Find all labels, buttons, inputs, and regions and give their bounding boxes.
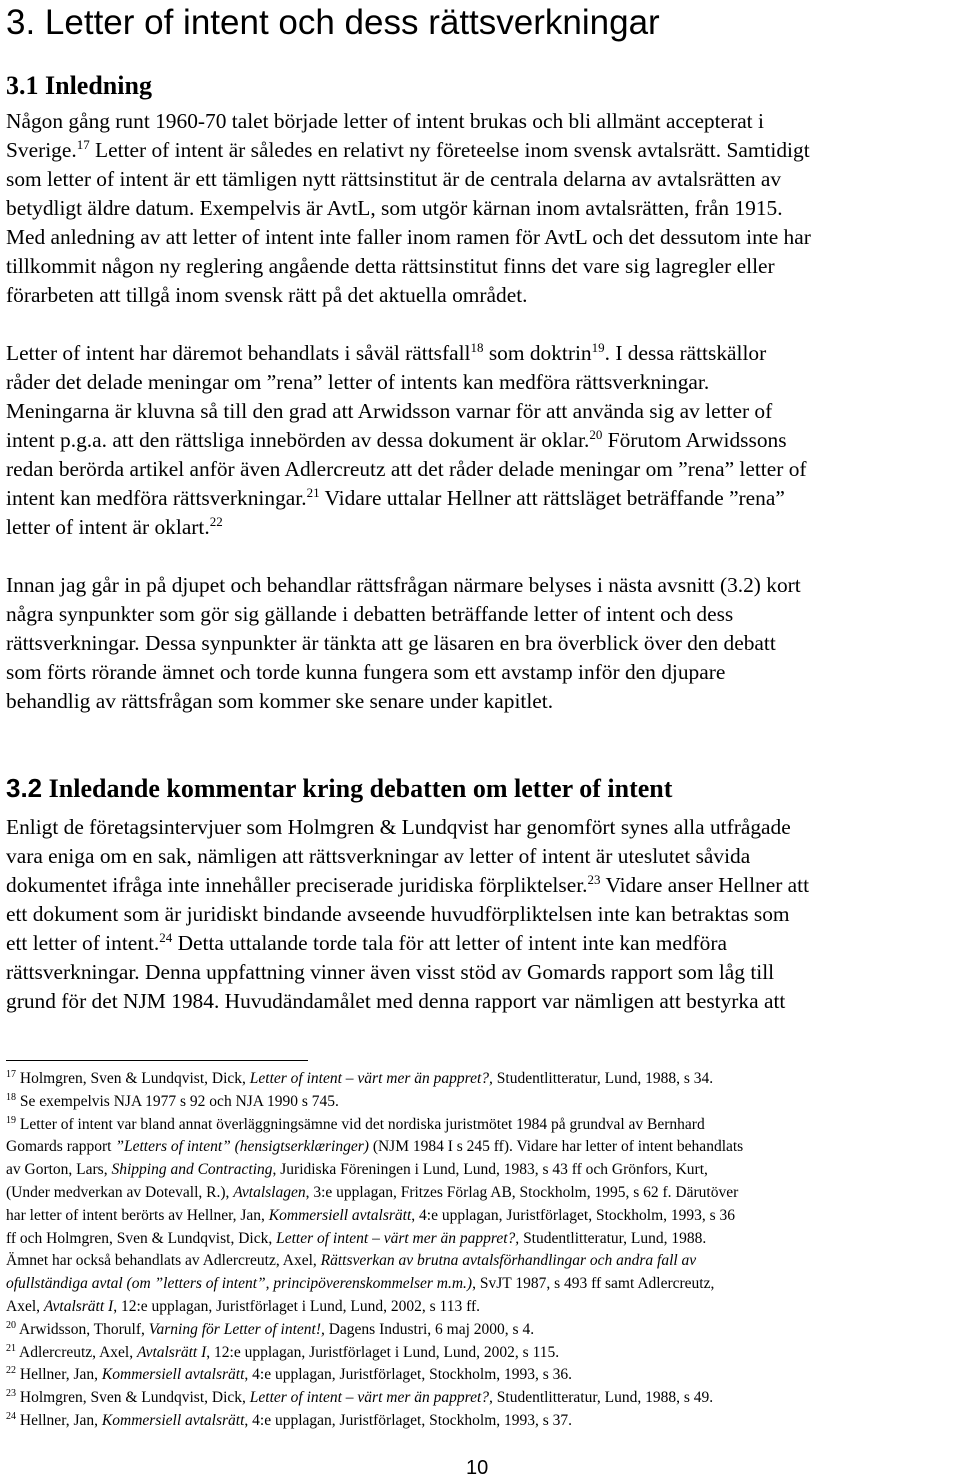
footnote-ref-21[interactable]: 21 bbox=[306, 485, 320, 500]
paragraph-kommentar-1 bbox=[6, 813, 954, 1016]
text-line: intent kan medföra rättsverkningar.$^{21}$ Vidare uttalar Hellner att rättsläget beträffande ”rena” bbox=[6, 485, 785, 510]
footnote-ref-22[interactable]: 22 bbox=[209, 514, 223, 529]
text-line: förarbeten att tillgå inom svensk rätt på det aktuella området. bbox=[6, 283, 528, 307]
text-line: rättsverkningar. Dessa synpunkter är tänkta att ge läsaren en bra överblick över den debatt bbox=[6, 631, 776, 655]
footnote-ref-20[interactable]: 20 bbox=[589, 427, 603, 442]
text-line: Någon gång runt 1960-70 talet började letter of intent brukas och bli allmänt accepterat i bbox=[6, 109, 764, 133]
footnote-22: $^{22}$ Hellner, Jan, Kommersiell avtalsrätt, 4:e upplagan, Juristförlaget, Stockholm, 1993, s 36. bbox=[6, 1365, 573, 1384]
text-line: som letter of intent är ett tämligen nytt rättsinstitut är de centrala delarna av avtalsrätten av bbox=[6, 167, 782, 191]
footnote-ref-18[interactable]: 18 bbox=[470, 340, 484, 355]
text-line: redan berörda artikel anför även Adlercreutz att det råder delade meningar om ”rena” letter of bbox=[6, 457, 807, 481]
text-line: grund för det NJM 1984. Huvudändamålet med denna rapport var nämligen att bestyrka att bbox=[6, 989, 786, 1013]
text-line: ett letter of intent.$^{24}$ Detta uttalande torde tala för att letter of intent inte kan medföra bbox=[6, 930, 727, 955]
footnote-19-cont: Ämnet har också behandlats av Adlercreutz, Axel, Rättsverkan av brutna avtalsförhandlingar och andra fall av bbox=[6, 1252, 697, 1270]
text-line: Enligt de företagsintervjuer som Holmgren & Lundqvist har genomfört synes alla utfrågade bbox=[6, 815, 791, 839]
footnote-19-cont: Axel, Avtalsrätt I, 12:e upplagan, Juristförlaget i Lund, Lund, 2002, s 113 ff. bbox=[6, 1297, 480, 1315]
text-line: tillkommit någon ny reglering angående detta rättsinstitut finns det vare sig lagregler eller bbox=[6, 254, 775, 278]
text-line: rättsverkningar. Denna uppfattning vinner även visst stöd av Gomards rapport som låg till bbox=[6, 960, 775, 984]
section-title: Inledande kommentar kring debatten om letter of intent bbox=[42, 774, 673, 803]
text-line: råder det delade meningar om ”rena” letter of intents kan medföra rättsverkningar. bbox=[6, 370, 710, 394]
footnote-19-cont: ff och Holmgren, Sven & Lundqvist, Dick, Letter of intent – värt mer än pappret?, Studentlitteratur, Lund, 1988. bbox=[6, 1229, 707, 1247]
text-line: Med anledning av att letter of intent inte faller inom ramen för AvtL och det dessutom inte har bbox=[6, 225, 811, 249]
text-line: dokumentet ifråga inte innehåller preciserade juridiska förpliktelser.$^{23}$ Vidare anser Hellner att bbox=[6, 872, 810, 897]
text-line: intent p.g.a. att den rättsliga innebörden av dessa dokument är oklar.$^{20}$ Förutom Arwidssons bbox=[6, 427, 787, 452]
footnote-divider bbox=[6, 1060, 308, 1061]
text-line: behandlig av rättsfrågan som kommer ske senare under kapitlet. bbox=[6, 689, 554, 713]
text-line: Sverige.$^{17}$ Letter of intent är således en relativt ny företeelse inom svensk avtalsrätt. Samtidigt bbox=[6, 137, 810, 162]
text-line: betydligt äldre datum. Exempelvis är AvtL, som utgör kärnan inom avtalsrätten, från 1915. bbox=[6, 196, 783, 220]
footnote-ref-17[interactable]: 17 bbox=[76, 137, 90, 152]
footnote-19: $^{19}$ Letter of intent var bland annat överläggningsämne vid det nordiska juristmötet 1984 på grundval av Bernhard bbox=[6, 1114, 705, 1133]
text-line: som förts rörande ämnet och torde kunna fungera som ett avstamp inför den djupare bbox=[6, 660, 726, 684]
footnote-19-cont: har letter of intent berörts av Hellner, Jan, Kommersiell avtalsrätt, 4:e upplagan, Juristförlaget, Stockholm, 1993, s 36 bbox=[6, 1206, 736, 1224]
footnote-19-cont: (Under medverkan av Dotevall, R.), Avtalslagen, 3:e upplagan, Fritzes Förlag AB, Stockholm, 1995, s 62 f. Därutöver bbox=[6, 1183, 739, 1201]
footnotes bbox=[6, 1068, 954, 1433]
footnote-19-cont: Gomards rapport ”Letters of intent” (hensigtserklæringer) (NJM 1984 I s 245 ff). Vidare har letter of intent behandlats bbox=[6, 1138, 744, 1156]
footnote-21: $^{21}$ Adlercreutz, Axel, Avtalsrätt I, 12:e upplagan, Juristförlaget i Lund, Lund, 2002, s 115. bbox=[6, 1342, 560, 1361]
footnote-19-cont: av Gorton, Lars, Shipping and Contracting, Juridiska Föreningen i Lund, Lund, 1983, s 43 ff och Grönfors, Kurt, bbox=[6, 1161, 708, 1179]
section-number: 3.2 bbox=[6, 773, 43, 803]
paragraph-inledning-1 bbox=[6, 107, 954, 310]
footnote-ref-23[interactable]: 23 bbox=[587, 872, 601, 887]
footnote-20: $^{20}$ Arwidsson, Thorulf, Varning för Letter of intent!, Dagens Industri, 6 maj 2000, s 4. bbox=[6, 1319, 535, 1338]
footnote-24: $^{24}$ Hellner, Jan, Kommersiell avtalsrätt, 4:e upplagan, Juristförlaget, Stockholm, 1993, s 37. bbox=[6, 1410, 573, 1429]
text-line: Meningarna är kluvna så till den grad att Arwidsson varnar för att använda sig av letter of bbox=[6, 399, 773, 423]
text-line: Letter of intent har däremot behandlats i såväl rättsfall$^{18}$ som doktrin$^{19}$. I dessa rättskällor bbox=[6, 340, 767, 365]
footnote-ref-19[interactable]: 19 bbox=[591, 340, 605, 355]
footnote-19-cont: ofullständiga avtal (om ”letters of intent”, principöverenskommelser m.m.), SvJT 1987, s 493 ff samt Adlercreutz, bbox=[6, 1275, 715, 1293]
text-line: ett dokument som är juridiskt bindande avseende huvudförpliktelsen inte kan betraktas som bbox=[6, 902, 790, 926]
section-heading-inledning: 3.1 Inledning bbox=[6, 71, 152, 100]
text-line: vara eniga om en sak, nämligen att rättsverkningar av letter of intent är uteslutet såvida bbox=[6, 844, 751, 868]
text-line: några synpunkter som gör sig gällande i debatten beträffande letter of intent och dess bbox=[6, 602, 734, 626]
chapter-heading: 3. Letter of intent och dess rättsverkningar bbox=[6, 3, 660, 42]
paragraph-inledning-3 bbox=[6, 571, 954, 716]
text-line: letter of intent är oklart.$^{22}$ bbox=[6, 514, 223, 539]
footnote-ref-24[interactable]: 24 bbox=[159, 930, 173, 945]
section-heading-inledande-kommentar bbox=[6, 772, 672, 805]
footnote-17: $^{17}$ Holmgren, Sven & Lundqvist, Dick, Letter of intent – värt mer än pappret?, Studentlitteratur, Lund, 1988, s 34. bbox=[6, 1069, 714, 1087]
paragraph-inledning-2 bbox=[6, 339, 954, 542]
text-line: Innan jag går in på djupet och behandlar rättsfrågan närmare belyses i nästa avsnitt (3.2) kort bbox=[6, 573, 801, 597]
footnote-23: $^{23}$ Holmgren, Sven & Lundqvist, Dick, Letter of intent – värt mer än pappret?, Studentlitteratur, Lund, 1988, s 49. bbox=[6, 1388, 714, 1407]
footnote-18: $^{18}$ Se exempelvis NJA 1977 s 92 och NJA 1990 s 745. bbox=[6, 1091, 339, 1110]
page-number: 10 bbox=[466, 1457, 489, 1479]
